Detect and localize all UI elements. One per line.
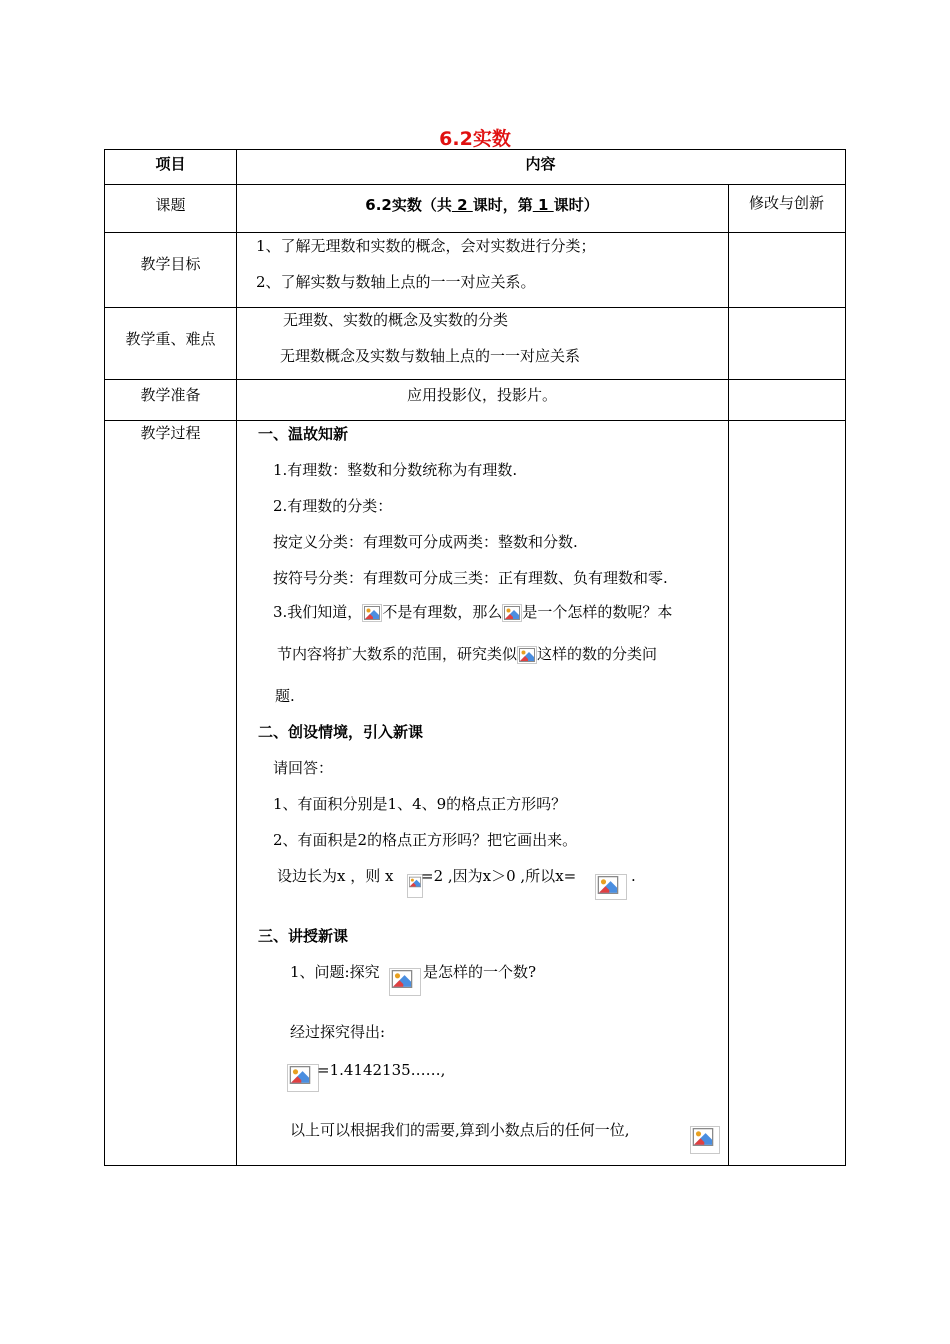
keypoints-label: 教学重、难点: [125, 330, 216, 348]
text-span: 3.我们知道，: [273, 603, 363, 621]
paragraph: 以上可以根据我们的需要,算到小数点后的任何一位,: [290, 1121, 630, 1139]
text-span: 设边长为x ，则 x: [277, 867, 394, 885]
row-divider: [105, 232, 845, 233]
topic-title: [236, 195, 728, 215]
page-title: 6.2实数: [439, 128, 511, 150]
goal-item: 2、了解实数与数轴上点的一一对应关系。: [256, 273, 536, 291]
paragraph: 按定义分类：有理数可分成两类：整数和分数.: [273, 533, 578, 551]
broken-image-icon: [597, 876, 619, 894]
sqrt2-formula-image: [690, 1126, 720, 1154]
paragraph: [277, 866, 393, 886]
broken-image-icon: [364, 606, 380, 620]
sqrt2-formula-image: [389, 968, 421, 996]
paragraph: [273, 602, 672, 622]
lesson-plan-table: [104, 149, 846, 1166]
paragraph: 经过探究得出:: [290, 1023, 386, 1041]
paragraph: 1、有面积分别是1、4、9的格点正方形吗？: [273, 795, 567, 813]
prep-text: 应用投影仪，投影片。: [406, 386, 557, 404]
paragraph: 1.有理数：整数和分数统称为有理数.: [273, 461, 518, 479]
row-divider: [105, 379, 845, 380]
section-heading: 二、创设情境，引入新课: [258, 723, 424, 741]
topic-text: 课时，第: [472, 196, 533, 214]
paragraph: 2、有面积是2的格点正方形吗？把它画出来。: [273, 831, 578, 849]
revision-column-header: 修改与创新: [748, 194, 824, 212]
broken-image-icon: [289, 1066, 311, 1084]
broken-image-icon: [504, 606, 520, 620]
keypoint-item: 无理数概念及实数与数轴上点的一一对应关系: [280, 347, 581, 365]
sqrt2-formula-image: [362, 604, 382, 622]
paragraph: 是怎样的一个数?: [423, 963, 537, 981]
topic-text: 6.2实数（共: [365, 196, 452, 214]
sqrt2-formula-image: [502, 604, 522, 622]
paragraph: =2 ,因为x＞0 ,所以x=: [421, 867, 577, 885]
header-item: 项目: [155, 155, 186, 173]
paragraph: 2.有理数的分类：: [273, 497, 393, 515]
sqrt2-formula-image: [595, 874, 627, 900]
goal-item: 1、了解无理数和实数的概念，会对实数进行分类；: [256, 237, 596, 255]
paragraph: 按符号分类：有理数可分成三类：正有理数、负有理数和零.: [273, 569, 668, 587]
keypoint-item: 无理数、实数的概念及实数的分类: [283, 311, 509, 329]
paragraph: [277, 644, 657, 664]
column-divider: [728, 184, 729, 1165]
row-divider: [105, 307, 845, 308]
section-heading: 一、温故知新: [258, 425, 349, 443]
sqrt2-formula-image: [517, 646, 537, 664]
paragraph-end: .: [631, 867, 636, 885]
header-content: 内容: [525, 155, 556, 173]
paragraph: 请回答：: [273, 759, 334, 777]
text-span: 是一个怎样的数呢？本: [522, 603, 673, 621]
text-span: 节内容将扩大数系的范围，研究类似: [277, 645, 518, 663]
topic-text: 课时）: [553, 196, 599, 214]
total-periods: 2: [451, 196, 473, 214]
paragraph: =1.4142135……,: [317, 1061, 446, 1079]
paragraph: 题.: [275, 687, 295, 705]
current-period: 1: [532, 196, 554, 214]
row-divider: [105, 184, 845, 185]
row-divider: [105, 420, 845, 421]
column-divider: [236, 150, 237, 1165]
text-span: 这样的数的分类问: [537, 645, 658, 663]
sqrt2-formula-image: [287, 1064, 319, 1092]
prep-label: 教学准备: [140, 386, 201, 404]
broken-image-icon: [409, 876, 421, 888]
broken-image-icon: [692, 1128, 714, 1146]
topic-label: 课题: [155, 196, 186, 214]
section-heading: 三、讲授新课: [258, 927, 349, 945]
broken-image-icon: [391, 970, 413, 988]
paragraph: 1、问题:探究: [290, 963, 380, 981]
broken-image-icon: [519, 648, 535, 662]
goals-label: 教学目标: [140, 255, 201, 273]
process-label: 教学过程: [140, 424, 201, 442]
text-span: 不是有理数，那么: [382, 603, 503, 621]
